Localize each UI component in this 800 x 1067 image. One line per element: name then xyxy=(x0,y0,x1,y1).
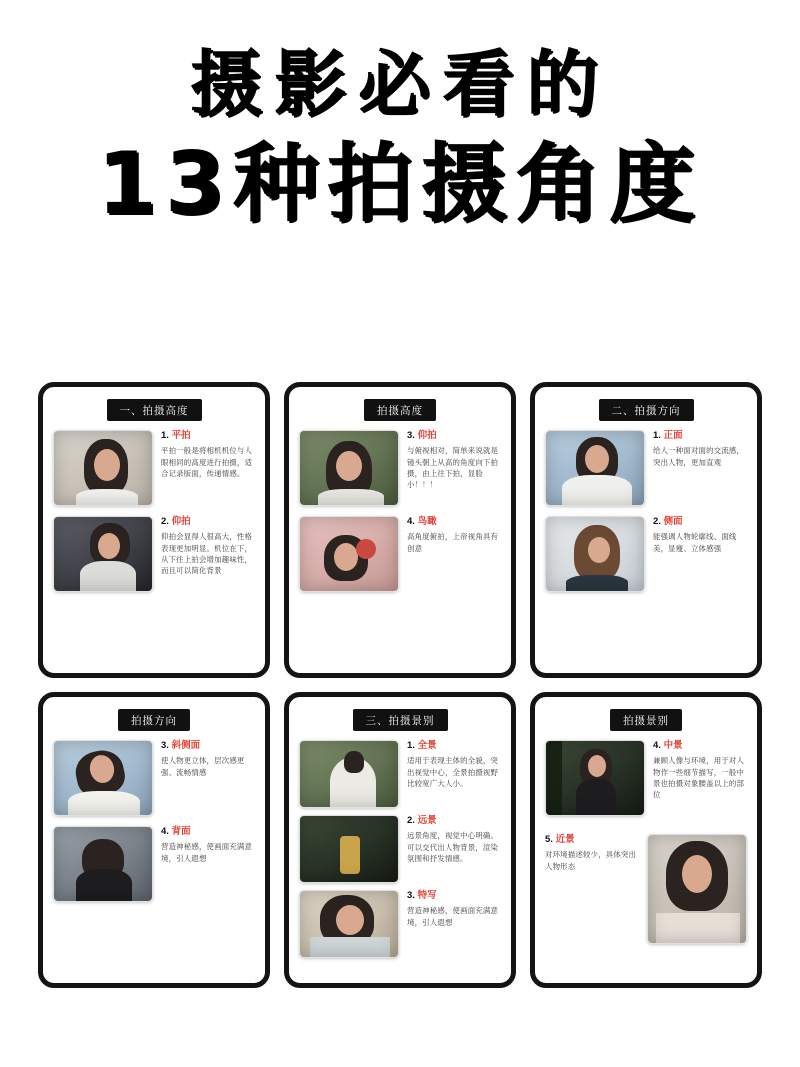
item-text: 远景角度，视觉中心明确。可以交代出人物背景，渲染氛围和抒发情感。 xyxy=(407,831,499,863)
item-text: 平拍一般是将相机机位与人眼相同的高度进行拍摄，适合记录版面，传递情感。 xyxy=(161,446,253,478)
card-header-label: 三、拍摄景别 xyxy=(353,709,448,731)
item-text: 营造神秘感，使画面充满意境，引人遐想 xyxy=(407,906,499,927)
list-item xyxy=(53,740,255,816)
item-text: 兼顾人像与环境，用于对人物作一些细节描写，一般中景也拍摄对象腰盖以上的部位 xyxy=(653,756,745,799)
item-title: 4. 背面 xyxy=(161,826,191,837)
card-shot-size-2 xyxy=(530,692,762,988)
item-text: 对环境描述较少，具体突出人物形态 xyxy=(545,850,637,871)
card-header xyxy=(53,709,255,731)
card-grid xyxy=(38,382,762,988)
card-header xyxy=(299,399,501,421)
list-item xyxy=(545,740,747,816)
list-item xyxy=(545,834,747,944)
photo-thumbnail xyxy=(545,740,645,816)
card-header xyxy=(545,399,747,421)
card-shooting-height-2 xyxy=(284,382,516,678)
item-text: 高角度俯拍，上帝视角具有创意 xyxy=(407,532,499,553)
photo-thumbnail xyxy=(545,430,645,506)
item-text: 给人一种面对面的交流感，突出人物，更加直观 xyxy=(653,446,745,467)
photo-thumbnail xyxy=(299,890,399,958)
item-text: 与俯视相对，简单来说就是镜头朝上从高的角度向下拍摄，由上往下拍，显脸小！！！ xyxy=(407,446,499,489)
card-header-label: 拍摄高度 xyxy=(364,399,436,421)
item-title: 4. 中景 xyxy=(653,740,683,751)
item-title: 3. 特写 xyxy=(407,890,437,901)
photo-thumbnail xyxy=(53,516,153,592)
card-header-label: 拍摄景别 xyxy=(610,709,682,731)
card-header xyxy=(545,709,747,731)
item-title: 3. 斜侧面 xyxy=(161,740,201,751)
list-item xyxy=(299,815,501,883)
list-item xyxy=(545,430,747,506)
photo-thumbnail xyxy=(299,430,399,506)
list-item xyxy=(299,740,501,808)
card-shooting-height-1 xyxy=(38,382,270,678)
item-text: 仰拍会显得人很高大，性格表现更加明显。机位在下，从下往上拍会增加趣味性，而且可以简化背景 xyxy=(161,532,253,575)
photo-thumbnail xyxy=(545,516,645,592)
card-shooting-direction-2 xyxy=(38,692,270,988)
card-shooting-direction-1 xyxy=(530,382,762,678)
list-item xyxy=(545,516,747,592)
card-header-label: 拍摄方向 xyxy=(118,709,190,731)
item-title: 2. 远景 xyxy=(407,815,437,826)
item-title: 1. 正面 xyxy=(653,430,683,441)
card-header xyxy=(299,709,501,731)
title-line-1: 摄影必看的 xyxy=(189,42,610,126)
item-title: 1. 平拍 xyxy=(161,430,191,441)
title-line-2: 13种拍摄角度 xyxy=(97,133,703,234)
list-item xyxy=(299,430,501,506)
item-text: 使人物更立体，层次感更强、流畅情感 xyxy=(161,756,245,777)
photo-thumbnail xyxy=(647,834,747,944)
item-title: 5. 近景 xyxy=(545,834,575,845)
card-header xyxy=(53,399,255,421)
list-item xyxy=(299,516,501,592)
poster-title xyxy=(0,0,800,234)
item-text: 能强调人物轮廓线、面线美，显瘦、立体感强 xyxy=(653,532,737,553)
card-header-label: 二、拍摄方向 xyxy=(599,399,694,421)
item-title: 4. 鸟瞰 xyxy=(407,516,437,527)
list-item xyxy=(53,516,255,592)
photo-thumbnail xyxy=(299,815,399,883)
card-header-label: 一、拍摄高度 xyxy=(107,399,202,421)
photo-thumbnail xyxy=(299,516,399,592)
list-item xyxy=(53,430,255,506)
photo-thumbnail xyxy=(53,430,153,506)
item-title: 3. 仰拍 xyxy=(407,430,437,441)
item-title: 1. 全景 xyxy=(407,740,437,751)
list-item xyxy=(299,890,501,958)
photo-thumbnail xyxy=(299,740,399,808)
photo-thumbnail xyxy=(53,740,153,816)
photo-thumbnail xyxy=(53,826,153,902)
item-text: 营造神秘感，使画面充满意境，引人遐想 xyxy=(161,842,253,863)
list-item xyxy=(53,826,255,902)
item-text: 适用于表现主体的全貌，突出视觉中心，全景拍摄视野比较宽广大人小。 xyxy=(407,756,499,788)
item-title: 2. 仰拍 xyxy=(161,516,191,527)
card-shot-size-1 xyxy=(284,692,516,988)
item-title: 2. 侧面 xyxy=(653,516,683,527)
